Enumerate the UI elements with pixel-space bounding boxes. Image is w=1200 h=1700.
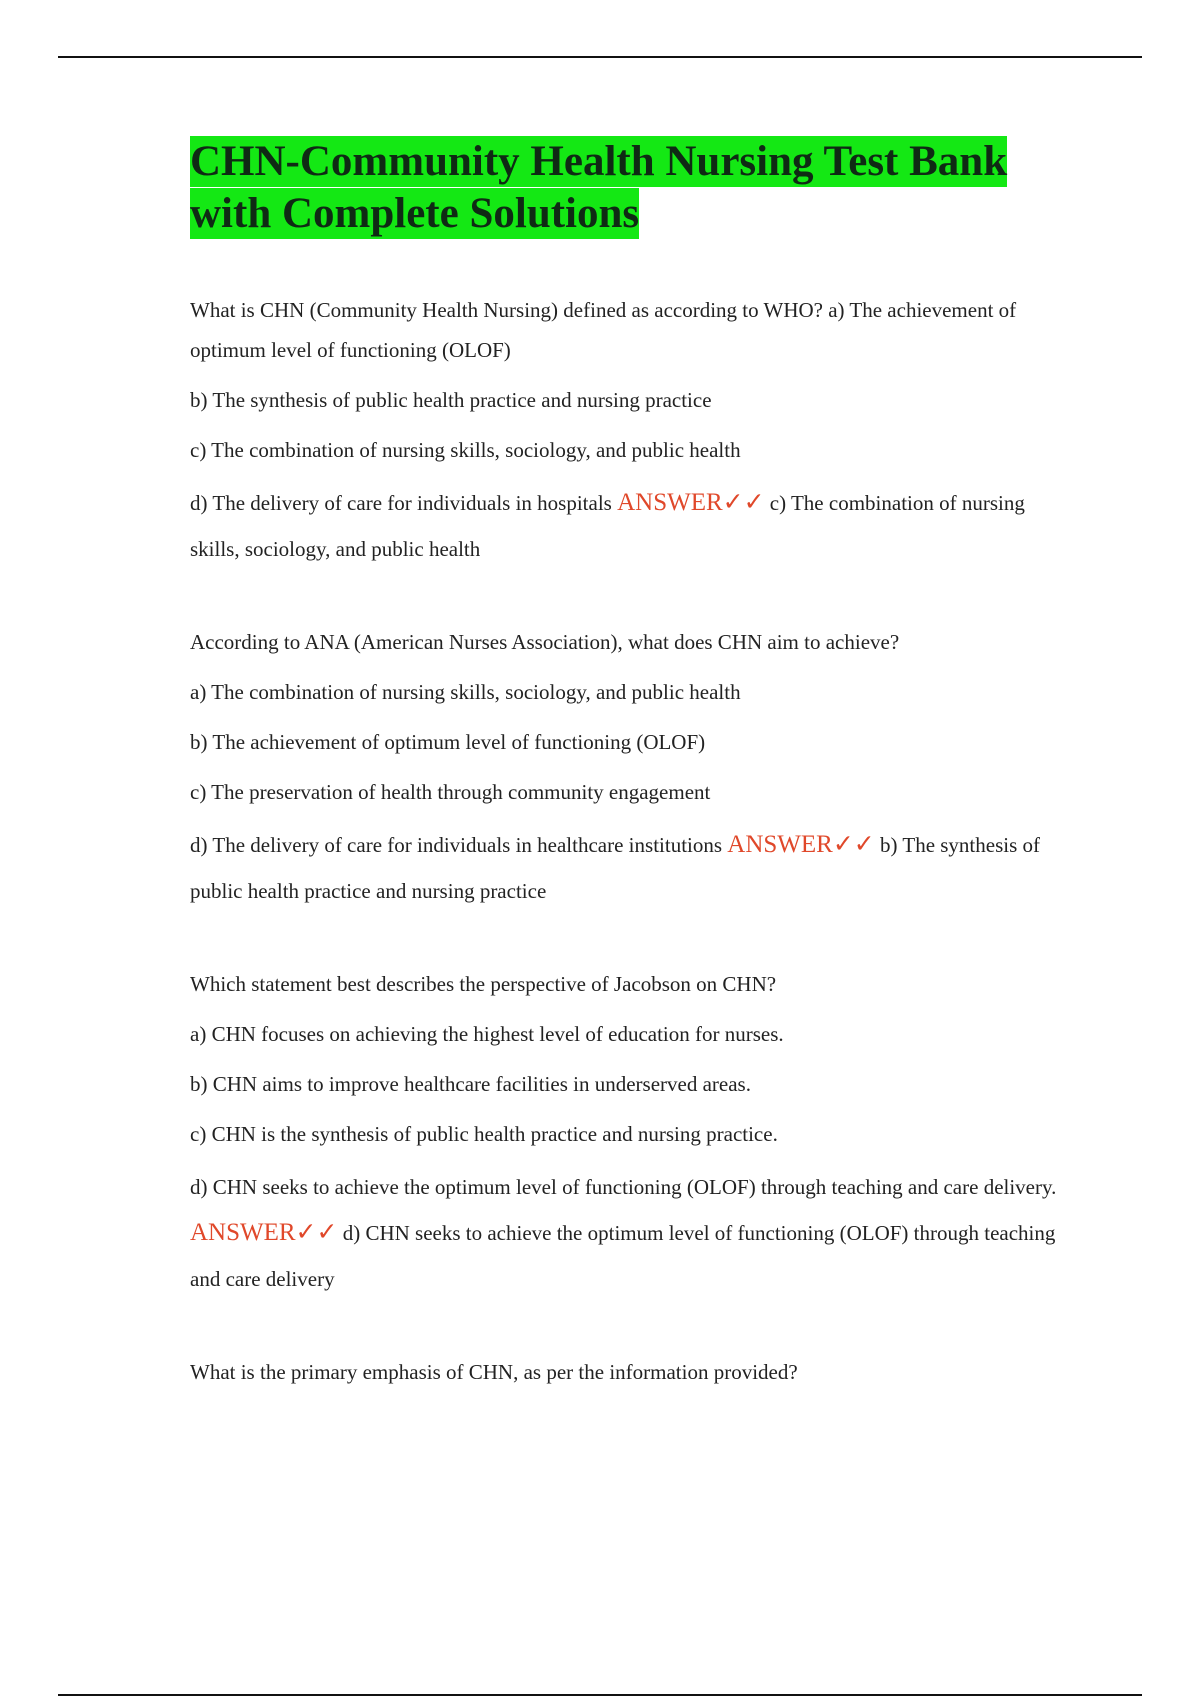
option-a: a) The combination of nursing skills, sociology, and public health	[190, 680, 741, 704]
answer-label: ANSWER✓✓	[190, 1219, 338, 1246]
question-3	[190, 964, 1070, 1302]
option-d-with-answer: d) The delivery of care for individuals in healthcare institutions ANSWER✓✓ b) The synthesis of public health practice and nursing practice	[190, 831, 1041, 903]
option-c: c) CHN is the synthesis of public health practice and nursing practice.	[190, 1122, 778, 1146]
option-c: c) The combination of nursing skills, sociology, and public health	[190, 438, 741, 462]
document-title: CHN-Community Health Nursing Test Bank with Complete Solutions	[190, 138, 1008, 237]
option-d-with-answer: d) CHN seeks to achieve the optimum level of functioning (OLOF) through teaching and care delivery. ANSWER✓✓ d) CHN seeks to achieve the optimum level of functioning (OLOF) through teaching and care delivery	[190, 1175, 1057, 1291]
answer-label: ANSWER✓✓	[727, 831, 875, 858]
question-prompt: What is CHN (Community Health Nursing) defined as according to WHO? a) The achievement of optimum level of functioning (OLOF)	[190, 298, 1017, 362]
question-1	[190, 290, 1070, 572]
footer-rule	[58, 1694, 1142, 1696]
answer-text: c) The combination of nursing skills, sociology, and public health	[190, 491, 1025, 561]
option-a: a) CHN focuses on achieving the highest level of education for nurses.	[190, 1022, 784, 1046]
question-prompt: Which statement best describes the perspective of Jacobson on CHN?	[190, 972, 777, 996]
question-4	[190, 1352, 1070, 1392]
question-prompt: What is the primary emphasis of CHN, as per the information provided?	[190, 1360, 798, 1384]
document-body	[190, 136, 1070, 1442]
answer-text: b) The synthesis of public health practice and nursing practice	[190, 833, 1041, 903]
option-d-with-answer: d) The delivery of care for individuals in hospitals ANSWER✓✓ c) The combination of nursing skills, sociology, and public health	[190, 489, 1025, 561]
header-rule	[58, 56, 1142, 58]
option-b: b) The synthesis of public health practice and nursing practice	[190, 388, 712, 412]
question-2	[190, 622, 1070, 914]
answer-label: ANSWER✓✓	[617, 489, 765, 516]
option-b: b) The achievement of optimum level of functioning (OLOF)	[190, 730, 706, 754]
question-prompt: According to ANA (American Nurses Association), what does CHN aim to achieve?	[190, 630, 900, 654]
option-b: b) CHN aims to improve healthcare facilities in underserved areas.	[190, 1072, 751, 1096]
answer-text: d) CHN seeks to achieve the optimum level of functioning (OLOF) through teaching and care delivery	[190, 1221, 1056, 1291]
option-c: c) The preservation of health through community engagement	[190, 780, 711, 804]
